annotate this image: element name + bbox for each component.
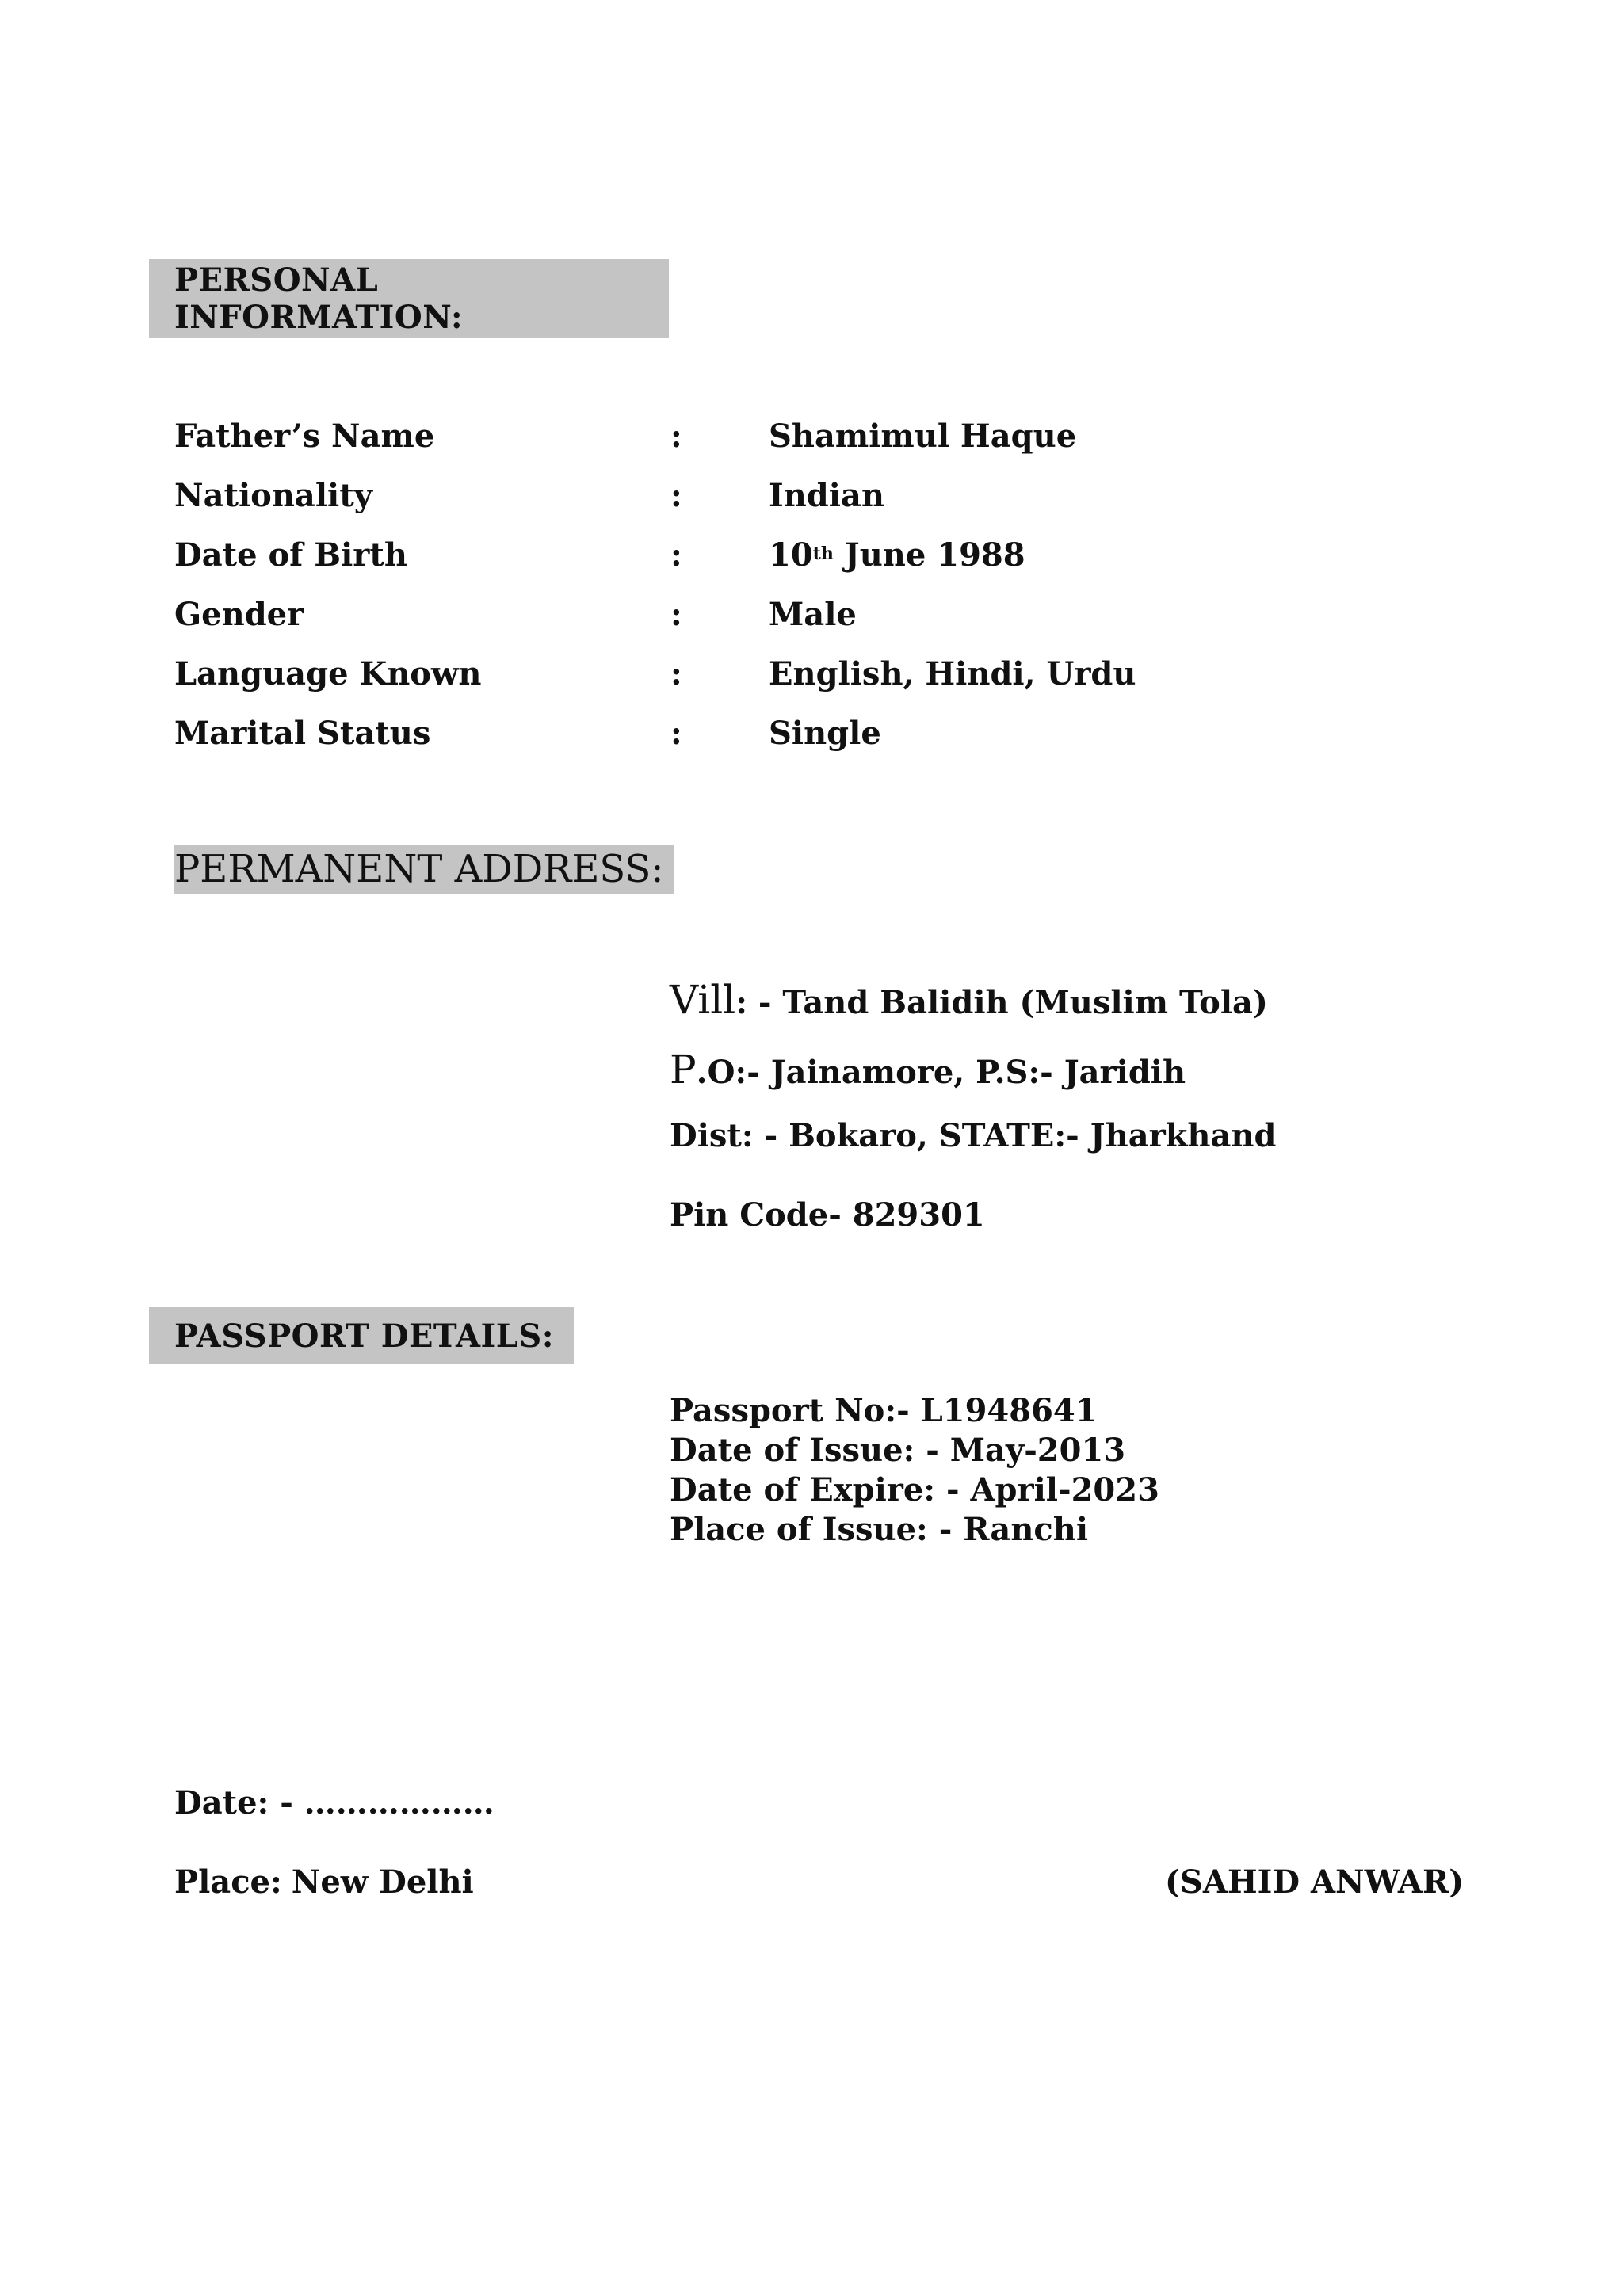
address-po-rest: .O:- Jainamore, P.S:- Jaridih xyxy=(696,1054,1186,1091)
footer-date: Date: - ……………… xyxy=(174,1784,495,1821)
address-line-post-office xyxy=(670,1046,1186,1097)
passport-place-of-issue: Place of Issue: - Ranchi xyxy=(670,1511,1089,1548)
address-village-rest: : - Tand Balidih (Muslim Tola) xyxy=(735,984,1268,1021)
info-row-marital-status xyxy=(174,709,1442,769)
personal-information-list xyxy=(174,412,1442,769)
passport-details-list xyxy=(670,1391,1159,1550)
info-separator: : xyxy=(670,655,682,692)
footer-place xyxy=(174,1860,474,1905)
passport-date-of-issue: Date of Issue: - May-2013 xyxy=(670,1432,1126,1469)
info-value: Single xyxy=(769,715,881,752)
info-separator: : xyxy=(670,715,682,752)
permanent-address-heading xyxy=(174,845,674,894)
footer-place-label: Place: xyxy=(174,1863,282,1901)
passport-details-heading xyxy=(149,1307,574,1364)
info-separator: : xyxy=(670,536,682,574)
info-value: Indian xyxy=(769,477,884,514)
info-label: Gender xyxy=(174,596,304,633)
personal-information-heading-text: PERSONAL INFORMATION: xyxy=(174,261,464,336)
personal-information-heading xyxy=(149,259,669,338)
permanent-address-heading-text: PERMANENT ADDRESS xyxy=(174,847,651,891)
address-po-lead: P xyxy=(670,1047,697,1093)
info-value xyxy=(769,531,1025,580)
info-label: Date of Birth xyxy=(174,536,407,574)
dob-ordinal-suffix: th xyxy=(812,543,834,564)
permanent-address-heading-colon: : xyxy=(651,847,664,891)
info-label: Father’s Name xyxy=(174,418,435,455)
passport-date-of-expire: Date of Expire: - April-2023 xyxy=(670,1471,1159,1508)
info-label: Language Known xyxy=(174,655,482,692)
passport-number: Passport No:- L1948641 xyxy=(670,1392,1098,1429)
info-row-fathers-name xyxy=(174,412,1442,471)
info-label: Nationality xyxy=(174,477,372,514)
info-row-date-of-birth xyxy=(174,531,1442,590)
address-village-lead: Vill xyxy=(670,977,736,1023)
info-separator: : xyxy=(670,596,682,633)
info-row-gender xyxy=(174,590,1442,650)
info-separator: : xyxy=(670,477,682,514)
info-value: English, Hindi, Urdu xyxy=(769,655,1136,692)
info-value: Shamimul Haque xyxy=(769,418,1077,455)
address-line-district: Dist: - Bokaro, STATE:- Jharkhand xyxy=(670,1117,1277,1154)
address-line-pin-code: Pin Code- 829301 xyxy=(670,1196,985,1234)
info-value: Male xyxy=(769,596,857,633)
info-row-nationality xyxy=(174,471,1442,531)
dob-day: 10 xyxy=(769,536,813,574)
info-row-language-known xyxy=(174,650,1442,709)
footer-place-value: New Delhi xyxy=(291,1863,474,1901)
passport-details-heading-text: PASSPORT DETAILS: xyxy=(174,1317,555,1355)
address-line-village xyxy=(670,976,1268,1027)
info-separator: : xyxy=(670,418,682,455)
signature-name: (SAHID ANWAR) xyxy=(1165,1863,1465,1901)
dob-month-year: June 1988 xyxy=(833,536,1025,574)
info-label: Marital Status xyxy=(174,715,431,752)
